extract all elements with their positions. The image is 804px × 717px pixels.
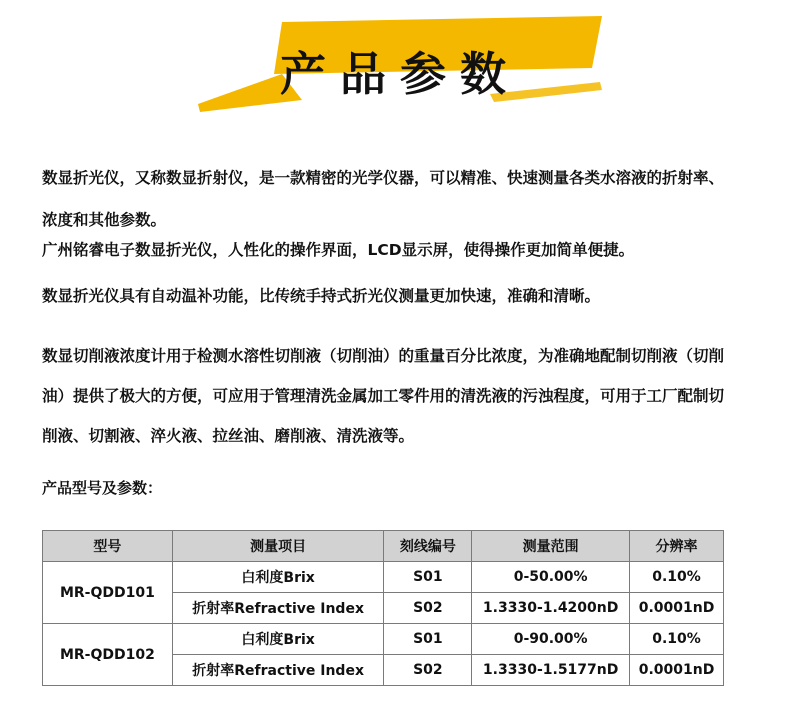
- header-item: 测量项目: [172, 531, 384, 562]
- feature-paragraph-temp: 数显折光仪具有自动温补功能，比传统手持式折光仪测量更加快速，准确和清晰。: [42, 287, 601, 305]
- title-banner: [190, 8, 610, 120]
- application-line-1: 数显切削液浓度计用于检测水溶性切削液（切削油）的重量百分比浓度，为准确地配制切削液（切削: [42, 347, 725, 365]
- intro-line-2: 浓度和其他参数。: [42, 211, 167, 229]
- resolution-cell: 0.10%: [630, 562, 724, 593]
- model-cell: MR-QDD101: [43, 562, 173, 624]
- range-cell: 0-50.00%: [472, 562, 630, 593]
- code-cell: S02: [384, 593, 472, 624]
- intro-paragraph: [42, 156, 772, 242]
- model-cell: MR-QDD102: [43, 624, 173, 686]
- range-cell: 0-90.00%: [472, 624, 630, 655]
- resolution-cell: 0.0001nD: [630, 593, 724, 624]
- item-cell: 折射率Refractive Index: [172, 655, 384, 686]
- range-cell: 1.3330-1.4200nD: [472, 593, 630, 624]
- item-cell: 白利度Brix: [172, 624, 384, 655]
- range-cell: 1.3330-1.5177nD: [472, 655, 630, 686]
- header-model: 型号: [43, 531, 173, 562]
- header-resolution: 分辨率: [630, 531, 724, 562]
- code-cell: S01: [384, 624, 472, 655]
- header-range: 测量范围: [472, 531, 630, 562]
- page-title: 产品参数: [280, 47, 520, 101]
- resolution-cell: 0.0001nD: [630, 655, 724, 686]
- table-title: 产品型号及参数：: [42, 479, 163, 497]
- intro-line-1: 数显折光仪，又称数显折射仪，是一款精密的光学仪器，可以精准、快速测量各类水溶液的折射率、: [42, 169, 725, 187]
- code-cell: S02: [384, 655, 472, 686]
- table-header-row: [43, 531, 724, 562]
- feature-paragraph-lcd: 广州铭睿电子数显折光仪，人性化的操作界面，LCD显示屏，使得操作更加简单便捷。: [42, 241, 635, 259]
- application-line-2: 油）提供了极大的方便，可应用于管理清洗金属加工零件用的清洗液的污浊程度，可用于工厂配制切: [42, 387, 725, 405]
- application-line-3: 削液、切割液、淬火液、拉丝油、磨削液、清洗液等。: [42, 427, 415, 445]
- header-code: 刻线编号: [384, 531, 472, 562]
- item-cell: 白利度Brix: [172, 562, 384, 593]
- table-row: [43, 562, 724, 593]
- spec-table: [42, 530, 724, 686]
- resolution-cell: 0.10%: [630, 624, 724, 655]
- application-paragraph: [42, 336, 772, 456]
- code-cell: S01: [384, 562, 472, 593]
- item-cell: 折射率Refractive Index: [172, 593, 384, 624]
- table-row: [43, 624, 724, 655]
